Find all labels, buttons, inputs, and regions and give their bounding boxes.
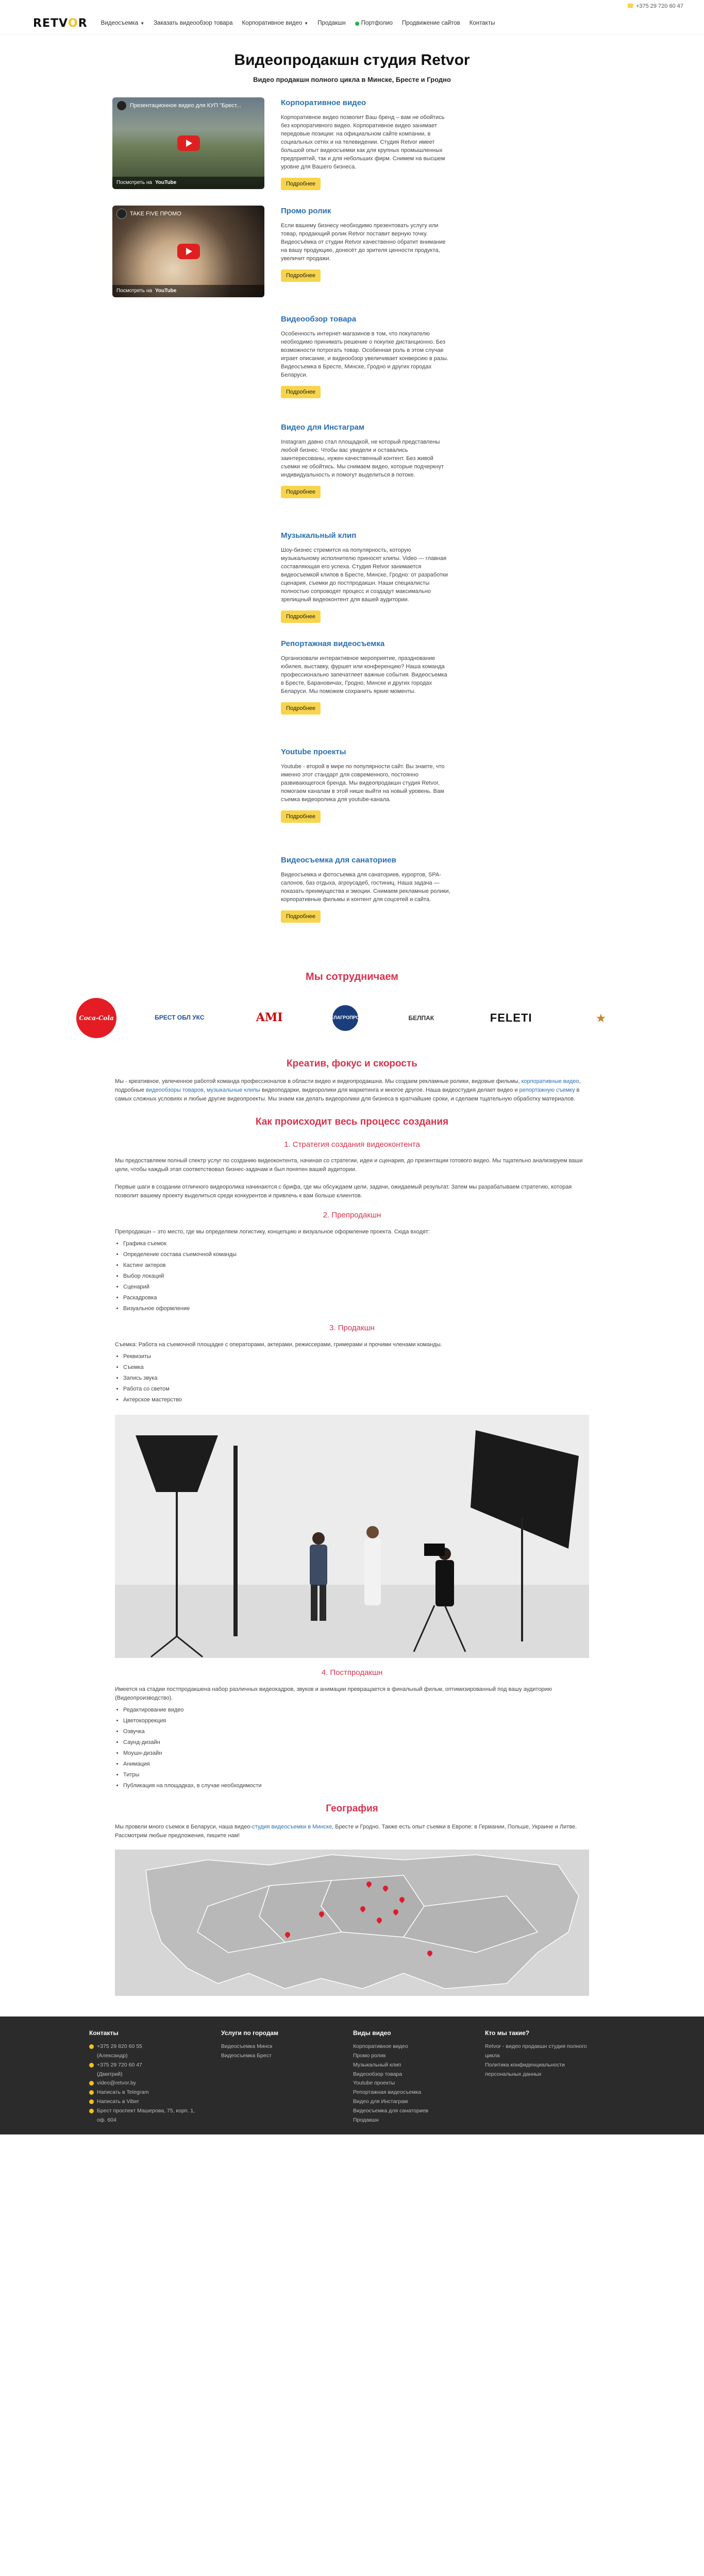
service-title[interactable]: Youtube проекты bbox=[281, 747, 346, 756]
portfolio-icon bbox=[355, 22, 359, 26]
more-button[interactable]: Подробнее bbox=[281, 178, 321, 191]
more-button[interactable]: Подробнее bbox=[281, 486, 321, 499]
studio-photo bbox=[115, 1415, 589, 1658]
video-player[interactable]: Презентационное видео для КУП "Брест... Посмотреть на YouTube bbox=[112, 97, 264, 189]
list-item: • Определение состава съемочной команды bbox=[123, 1250, 589, 1259]
step-list bbox=[123, 1352, 589, 1404]
more-button[interactable]: Подробнее bbox=[281, 611, 321, 623]
ami-logo: AMI bbox=[256, 1011, 283, 1024]
list-item: • Титры bbox=[123, 1771, 589, 1780]
nav-item-product-review[interactable]: Заказать видеообзор товара bbox=[154, 20, 233, 26]
page-subtitle: Видео продакшн полного цикла в Минске, Бресте и Гродно bbox=[253, 76, 451, 83]
service-youtube bbox=[56, 739, 648, 848]
service-music-clip bbox=[56, 523, 648, 631]
service-title[interactable]: Промо ролик bbox=[281, 206, 331, 215]
service-corporate bbox=[56, 90, 648, 198]
nav-menu bbox=[101, 19, 495, 28]
header-phone[interactable]: ☎ +375 29 720 60 47 bbox=[627, 2, 683, 11]
footer-link[interactable]: Видеосъемка Брест bbox=[221, 2052, 272, 2059]
service-instagram bbox=[56, 415, 648, 523]
more-button[interactable]: Подробнее bbox=[281, 910, 321, 923]
hero bbox=[56, 35, 648, 90]
play-icon[interactable] bbox=[177, 244, 200, 259]
service-media bbox=[112, 97, 264, 191]
page-content bbox=[56, 35, 648, 1996]
service-title[interactable]: Видео для Инстаграм bbox=[281, 422, 364, 432]
footer-link[interactable]: Видеосъемка Минск bbox=[221, 2043, 273, 2049]
list-item: • Запись звука bbox=[123, 1374, 589, 1383]
list-item: • Публикация на площадках, в случае необходимости bbox=[123, 1782, 589, 1790]
email-icon bbox=[89, 2081, 94, 2086]
footer-link[interactable]: Видеосъемка для санаториев bbox=[353, 2107, 429, 2114]
bank-logo: БЕЛАГРОПРОМ bbox=[332, 1005, 358, 1031]
phone-icon: ☎ bbox=[627, 3, 634, 9]
creative-title: Креатив, фокус и скорость bbox=[287, 1058, 417, 1069]
list-item: • Реквизиты bbox=[123, 1352, 589, 1361]
link-product-review[interactable]: видеообзоры товаров bbox=[145, 1087, 204, 1094]
service-text: Youtube - второй в мире по популярности сайт. Вы знаете, что именно этот стандарт для современного, постоянно развивающегося бренда. Мы видеопродакшн студия Retvor, помогаем каналам в этой нише выйти на новый уровень. Вам съемка видеоролика для youtube-канала. bbox=[281, 764, 445, 803]
geo-text: Мы провели много съемок в Беларуси, наша видео-студия видеосъемки в Минске, Бресте и Гродно. Также есть опыт съемки в Европе: в Германии, Польше, Украине и Литве. Рассмотрим любые предложения, пишите нам! bbox=[115, 1823, 577, 1839]
list-item: • Актерское мастерство bbox=[123, 1396, 589, 1404]
service-text: Видеосъемка и фотосъемка для санаториев, курортов, SPA-салонов, баз отдыха, агроусадеб, гостиниц. Наша задача — показать преимущества и эмоции. Снимаем рекламные ролики, корпоративные фильмы и контент для соцсетей и сайта. bbox=[281, 872, 450, 903]
partners-title: Мы сотрудничаем bbox=[306, 971, 398, 982]
service-media bbox=[112, 206, 264, 299]
telegram-icon bbox=[89, 2090, 94, 2095]
service-text: Особенность интернет-магазинов в том, что покупателю необходимо принимать решение о покупке дистанционно. Без возможности потрогать товар. Особенная роль в этом случае играет описание, и видеообзор увеличивает конверсию в разы. Видеосъемка в Бресте, Минске, Гродно и других городах Беларуси. bbox=[281, 331, 448, 378]
studio-scene-image bbox=[115, 1415, 589, 1658]
service-text: Корпоративное видео позволит Ваш бренд – вам не обойтись без корпоративного видео. Корпоративное видео занимает передовые позиции: на официальном сайте компании, в социальных сетях и на телевидении. Студия Retvor имеет большой опыт видеосъемки как для крупных промышленных предприятий, так и для небольших фирм. Снимем на высшем уровне для Вашего бизнеса. bbox=[281, 114, 445, 170]
creative-text: Мы - креативное, увлеченное работой команда профессионалов в области видео и видеопродакшна. Мы создаем рекламные ролики, видовые фильмы, корпоративные видео, подробные видеообзоры товаров, музыкальные клипы видеоподарки, видеоролики для маркетинга и многое другое. Наша видеостудия делает видео и репортажную съемку в самых сложных условиях и любые другие видеопроекты. Мы знаем как делать видеоролики для бизнеса в кратчайшие сроки, и сделаем тщательную обработку материалов. bbox=[115, 1078, 581, 1103]
more-button[interactable]: Подробнее bbox=[281, 269, 321, 282]
nav-item-videoshooting[interactable]: Видеосъемка ▼ bbox=[100, 20, 145, 26]
footer-link[interactable]: Музыкальный клип bbox=[353, 2061, 401, 2068]
phone-icon bbox=[89, 2063, 94, 2067]
footer-link[interactable]: Видео для Инстаграм bbox=[353, 2098, 408, 2105]
play-icon[interactable] bbox=[177, 135, 200, 151]
step-title: 3. Продакшн bbox=[329, 1324, 375, 1333]
footer-link[interactable]: Youtube проекты bbox=[353, 2080, 395, 2087]
list-item: • Выбор локаций bbox=[123, 1272, 589, 1281]
service-sanatorium bbox=[56, 848, 648, 956]
belpak-logo: БЕЛПАК bbox=[408, 1014, 434, 1022]
watch-on-youtube[interactable]: Посмотреть на YouTube bbox=[112, 285, 264, 297]
service-title[interactable]: Видеосъемка для санаториев bbox=[281, 855, 396, 865]
link-minsk-studio[interactable]: студия видеосъемки в Минске bbox=[252, 1823, 332, 1830]
feleti-logo: FELETI bbox=[490, 1011, 532, 1024]
more-button[interactable]: Подробнее bbox=[281, 702, 321, 715]
step-text: Съемка: Работа на съемочной площадке с операторами, актерами, режиссерами, гримерами и прочими членами команды. • Реквизиты • Съемка • Запись звука • Работа со светом • Актерское мастерство bbox=[115, 1341, 589, 1404]
footer-cities: Услуги по городам Видеосъемка Минск Видеосъемка Брест bbox=[221, 2029, 278, 2059]
list-item: • Работа со светом bbox=[123, 1385, 589, 1394]
list-item: • Озвучка bbox=[123, 1727, 589, 1736]
service-product-review bbox=[56, 307, 648, 415]
service-reportage bbox=[56, 631, 648, 739]
list-item: • Графика съемок bbox=[123, 1240, 589, 1248]
nav-item-corporate[interactable]: Корпоративное видео ▼ bbox=[242, 20, 309, 26]
geo-title: География bbox=[326, 1803, 378, 1814]
list-item: • Раскадровка bbox=[123, 1294, 589, 1302]
service-title[interactable]: Музыкальный клип bbox=[281, 531, 357, 540]
list-item: • Кастинг актеров bbox=[123, 1261, 589, 1270]
footer-viber[interactable]: Написать в Viber bbox=[97, 2098, 139, 2105]
footer-link[interactable]: Видеообзор товара bbox=[353, 2071, 403, 2077]
topbar bbox=[0, 0, 704, 12]
service-title[interactable]: Видеообзор товара bbox=[281, 314, 357, 324]
link-music-clips[interactable]: музыкальные клипы bbox=[206, 1087, 260, 1094]
chevron-down-icon: ▼ bbox=[304, 21, 309, 26]
list-item: • Редактирование видео bbox=[123, 1706, 589, 1715]
nav-item-contacts[interactable]: Контакты bbox=[469, 20, 495, 26]
footer-email[interactable]: video@retvor.by bbox=[97, 2080, 137, 2087]
process-title: Как происходит весь процесс создания bbox=[255, 1116, 449, 1128]
step-text: Мы предоставляем полный спектр услуг по созданию видеоконтента, начиная со стратегии, идеи и сценария, до презентации готового видео. Мы тщательно анализируем ваши цели, чтобы каждый этап соответствовал бизнес-задачам и был понятен вашей аудитории. Первые шаги в создании отличного видеоролика начинаются с брифа, где мы обсуждаем цели, задачи, ожидаемый результат. Затем мы разрабатываем стратегию, которая позволит вашему проекту выделиться среди конкурентов и привлечь к вам больше клиентов. bbox=[115, 1158, 583, 1199]
phone-icon bbox=[89, 2044, 94, 2049]
nav-item-portfolio[interactable]: Портфолио bbox=[355, 19, 393, 28]
footer-telegram[interactable]: Написать в Telegram bbox=[97, 2089, 149, 2096]
chevron-down-icon: ▼ bbox=[140, 21, 145, 26]
nav-item-production[interactable]: Продакшн bbox=[317, 20, 346, 26]
list-item: • Саунд-дизайн bbox=[123, 1738, 589, 1747]
viber-icon bbox=[89, 2099, 94, 2104]
map-image bbox=[115, 1850, 589, 1996]
location-icon bbox=[89, 2109, 94, 2113]
list-item: • Визуальное оформление bbox=[123, 1304, 589, 1313]
footer-link[interactable]: Корпоративное видео bbox=[353, 2043, 408, 2049]
channel-icon bbox=[116, 209, 127, 219]
link-corporate-video[interactable]: корпоративные видео bbox=[521, 1078, 579, 1084]
youtube-icon: YouTube bbox=[155, 180, 177, 185]
europe-map bbox=[115, 1850, 589, 1996]
restaurant-logo: ★ bbox=[596, 1011, 606, 1024]
footer-link[interactable]: Промо ролик bbox=[353, 2052, 386, 2059]
service-title[interactable]: Репортажная видеосъемка bbox=[281, 639, 385, 648]
list-item: • Сценарий bbox=[123, 1283, 589, 1292]
nav-item-seo[interactable]: Продвижение сайтов bbox=[401, 20, 460, 26]
coca-cola-logo: Coca-Cola bbox=[76, 998, 116, 1038]
main-nav bbox=[0, 12, 704, 35]
brest-uks-logo: БРЕСТ ОБЛ УКС bbox=[155, 1013, 205, 1021]
service-text: Шоу-бизнес стремится на популярность, которую музыкальному исполнителю приносят клипы. Video — главная составляющая его успеха. Студия Retvor занимается видеосъемкой клипов в Бресте, Минске, Гродно: от разработки сценария, съемки до постпродакшн. Наши специалисты полностью сопроводят процесс и создадут максимально зрелищный видеоконтент для вашей аудитории. bbox=[281, 547, 448, 603]
step-list bbox=[123, 1706, 589, 1790]
step-title: 4. Постпродакшн bbox=[321, 1668, 383, 1677]
more-button[interactable]: Подробнее bbox=[281, 386, 321, 399]
list-item: • Моушн-дизайн bbox=[123, 1749, 589, 1758]
footer-phone-1[interactable]: +375 29 820 60 55 bbox=[97, 2043, 142, 2049]
youtube-icon: YouTube bbox=[155, 288, 177, 294]
footer-contacts: Контакты +375 29 820 60 55 (Александр) +375 29 720 60 47 (Дмитрий) video@retvor.by Написать в Telegram Написать в Viber Брест проспект Машерова, 75, корп. 1, оф. 604 bbox=[89, 2029, 195, 2123]
partners-row bbox=[56, 993, 648, 1045]
service-text: Если вашему бизнесу необходимо презентовать услугу или товар, продающий ролик Retvor поставит верную точку. Видеосъёмка от студии Retvor качественно обратит внимание на вашу продукцию, донесёт до зрителя ценности продукта, увеличит продажи. bbox=[281, 223, 446, 262]
service-title[interactable]: Корпоративное видео bbox=[281, 98, 366, 107]
watch-on-youtube[interactable]: Посмотреть на YouTube bbox=[112, 177, 264, 189]
footer-about: Кто мы такие? Retvor - видео продакшн студия полного цикла Политика конфиденциальности персональных данных bbox=[485, 2029, 587, 2077]
service-text: Instagram давно стал площадкой, не который представлены любой бизнес. Чтобы вас увидели и оставались заинтересованы, нужен качественный контент. Без живой съемки не обойтись. Мы снимаем видео, которые подчеркнут индивидуальность и помогут выделиться в потоке. bbox=[281, 439, 444, 478]
step-list bbox=[123, 1240, 589, 1313]
service-promo bbox=[56, 198, 648, 307]
page-title: Видеопродакшн студия Retvor bbox=[234, 52, 470, 69]
step-text: Препродакшн – это место, где мы определяем логистику, концепцию и визуальное оформление проекта. Сюда входят: • Графика съемок • Определение состава съемочной команды • Кастинг актеров • Выбор локаций • Сценарий • Раскадровка • Визуальное оформление bbox=[115, 1228, 589, 1313]
footer-link[interactable]: Продакшн bbox=[353, 2116, 379, 2123]
link-reportage[interactable]: репортажную съемку bbox=[519, 1087, 575, 1094]
site-logo[interactable]: RETVOR bbox=[33, 17, 88, 30]
more-button[interactable]: Подробнее bbox=[281, 810, 321, 823]
footer-phone-2[interactable]: +375 29 720 60 47 bbox=[97, 2061, 142, 2068]
list-item: • Съемка bbox=[123, 1363, 589, 1372]
privacy-link[interactable]: Политика конфиденциальности персональных данных bbox=[485, 2061, 565, 2077]
step-text: Имеется на стадии постпродакшена набор различных видеокадров, звуков и анимации превращается в финальный фильм, оптимизированный под вашу аудиторию (Видеопроизводство). • Редактирование видео • Цветокоррекция • Озвучка • Саунд-дизайн • Моушн-дизайн • Анимация • Титры • Публикация на площадках, в случае необходимости bbox=[115, 1685, 589, 1790]
footer-video-types: Виды видео Корпоративное видео Промо ролик Музыкальный клип Видеообзор товара Youtube проекты Репортажная видеосъемка Видео для Инстаграм Видеосъемка для санаториев Продакшн bbox=[353, 2029, 429, 2123]
site-footer bbox=[0, 2016, 704, 2134]
list-item: • Цветокоррекция bbox=[123, 1717, 589, 1725]
service-text: Организовали интерактивное мероприятие, празднование юбилея, выставку, фуршет или конференцию? Наша команда профессионально запечатлеет важные события. Видеосъемка в Бресте, Барановичах, Гродно, Минске и других городах Беларуси. Мы поможем сохранить яркие моменты. bbox=[281, 655, 447, 694]
channel-icon bbox=[116, 100, 127, 111]
list-item: • Анимация bbox=[123, 1760, 589, 1769]
step-title: 2. Препродакшн bbox=[323, 1211, 381, 1220]
video-player[interactable]: TAKE FIVE ПРОМО Посмотреть на YouTube bbox=[112, 206, 264, 297]
step-title: 1. Стратегия создания видеоконтента bbox=[284, 1140, 420, 1149]
footer-link[interactable]: Репортажная видеосъемка bbox=[353, 2089, 422, 2096]
